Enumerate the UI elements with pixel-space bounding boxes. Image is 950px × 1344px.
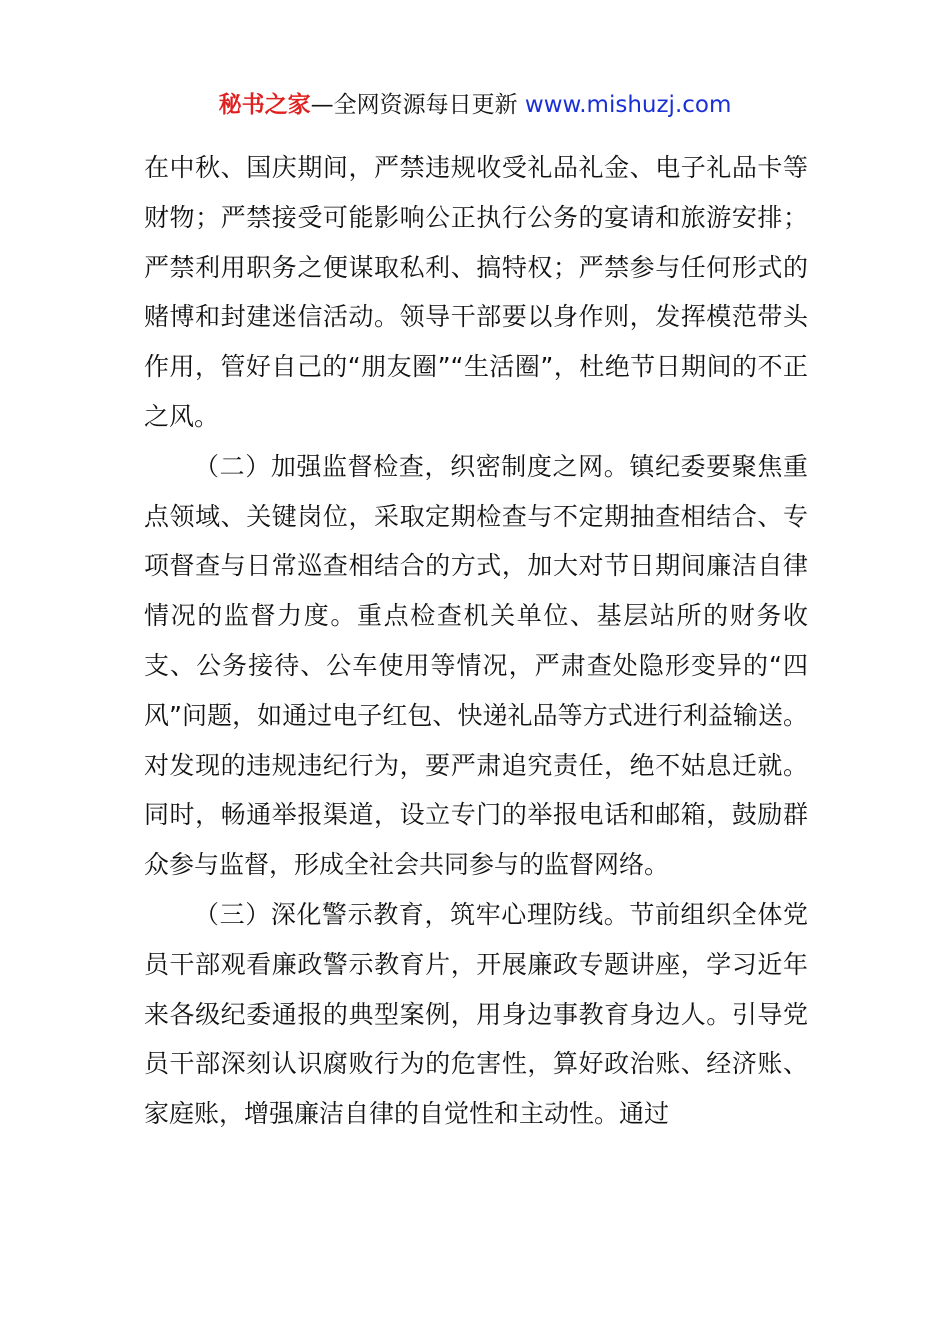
site-slogan: —全网资源每日更新 bbox=[310, 92, 525, 118]
paragraph-section-3: （三）深化警示教育，筑牢心理防线。节前组织全体党员干部观看廉政警示教育片，开展廉政专题讲座，学习近年来各级纪委通报的典型案例，用身边事教育身边人。引导党员干部深刻认识腐败行为的危害性，算好政治账、经济账、家庭账，增强廉洁自律的自觉性和主动性。通过 bbox=[144, 899, 808, 1129]
document-body bbox=[144, 143, 808, 1139]
site-brand: 秘书之家 bbox=[218, 92, 311, 118]
page-header bbox=[0, 88, 950, 122]
site-url-link[interactable]: www.mishuzj.com bbox=[524, 92, 732, 118]
paragraph-section-2: （二）加强监督检查，织密制度之网。镇纪委要聚焦重点领域、关键岗位，采取定期检查与不定期抽查相结合、专项督查与日常巡查相结合的方式，加大对节日期间廉洁自律情况的监督力度。重点检查机关单位、基层站所的财务收支、公务接待、公车使用等情况，严肃查处隐形变异的“四风”问题，如通过电子红包、快递礼品等方式进行利益输送。对发现的违规违纪行为，要严肃追究责任，绝不姑息迁就。同时，畅通举报渠道，设立专门的举报电话和邮箱，鼓励群众参与监督，形成全社会共同参与的监督网络。 bbox=[144, 451, 808, 880]
paragraph-continued: 在中秋、国庆期间，严禁违规收受礼品礼金、电子礼品卡等财物；严禁接受可能影响公正执行公务的宴请和旅游安排；严禁利用职务之便谋取私利、搞特权；严禁参与任何形式的赌博和封建迷信活动。领导干部要以身作则，发挥模范带头作用，管好自己的“朋友圈”“生活圈”，杜绝节日期间的不正之风。 bbox=[144, 153, 808, 431]
